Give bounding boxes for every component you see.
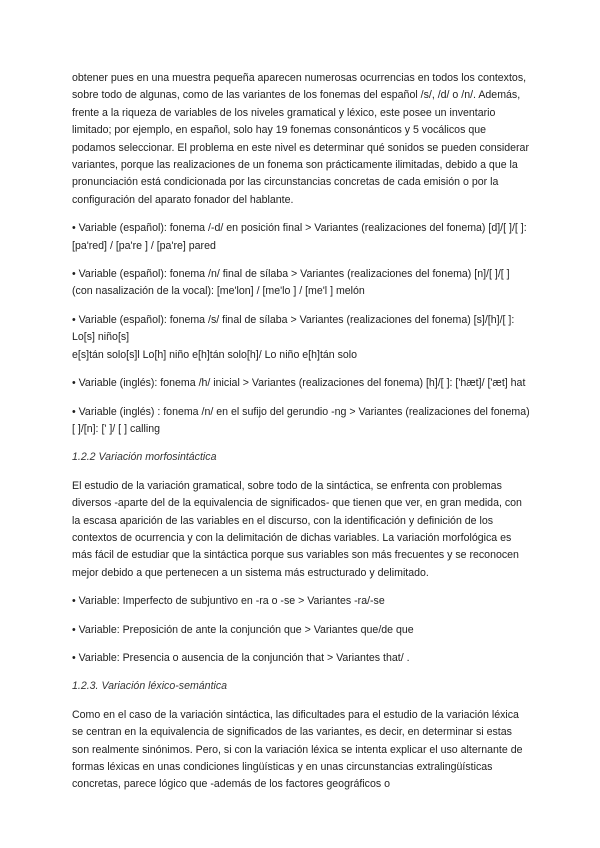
- document-body: [72, 70, 530, 805]
- section-heading-morfosintactica: 1.2.2 Variación morfosintáctica: [72, 451, 217, 464]
- bullet-subjuntivo: • Variable: Imperfecto de subjuntivo en -ra o -se > Variantes -ra/-se: [72, 595, 385, 608]
- bullet-variable-d: • Variable (español): fonema /-d/ en posición final > Variantes (realizaciones del fonema) [d]/[ ]/[ ]: [pa'red] / [pa're ] / [pa're] pared: [72, 222, 527, 252]
- bullet-variable-n: • Variable (español): fonema /n/ final de sílaba > Variantes (realizaciones del fonema) [n]/[ ]/[ ] (con nasalización de la vocal): [me'lon] / [me'lo ] / [me'l ] melón: [72, 268, 510, 298]
- paragraph-intro: obtener pues en una muestra pequeña aparecen numerosas ocurrencias en todos los contextos, sobre todo de algunas, como de las variantes de los fonemas del español /s/, /d/ o /n/. Además, frente a la riqueza de variables de los niveles gramatical y léxico, este posee un inventario limitado; por ejemplo, en español, solo hay 19 fonemas consonánticos y 5 vocálicos que podamos seleccionar. El problema en este nivel es determinar qué sonidos se pueden considerar variantes, porque las realizaciones de un fonema son prácticamente ilimitadas, debido a que la pronunciación está condicionada por las circunstancias concretas de cada emisión o por la configuración del aparato fonador del hablante.: [72, 72, 529, 206]
- bullet-variable-s: [72, 312, 530, 364]
- bullet-variable-h: • Variable (inglés): fonema /h/ inicial > Variantes (realizaciones del fonema) [h]/[ ]: ['hæt]/ ['æt] hat: [72, 377, 526, 390]
- paragraph-lexico-semantica: Como en el caso de la variación sintáctica, las dificultades para el estudio de la variación léxica se centran en la equivalencia de significados de las variantes, es decir, en determinar si estas son realmente sinónimos. Pero, si con la variación léxica se intenta explicar el uso alternante de formas léxicas en unas condiciones lingüísticas y en unas circunstancias extralingüísticas concretas, parece lógico que -además de los factores geográficos o: [72, 708, 523, 791]
- bullet-variable-s-line1: • Variable (español): fonema /s/ final de sílaba > Variantes (realizaciones del fonema) [s]/[h]/[ ]: Lo[s] niño[s]: [72, 313, 515, 344]
- bullet-variable-ng: • Variable (inglés) : fonema /n/ en el sufijo del gerundio -ng > Variantes (realizaciones del fonema) [ ]/[n]: [' ]/ [ ] calling: [72, 405, 530, 435]
- bullet-variable-s-line2: e[s]tán solo[s]l Lo[h] niño e[h]tán solo[h]/ Lo niño e[h]tán solo: [72, 348, 358, 361]
- bullet-preposicion-de: • Variable: Preposición de ante la conjunción que > Variantes que/de que: [72, 623, 414, 636]
- section-heading-lexico-semantica: 1.2.3. Variación léxico-semántica: [72, 680, 228, 693]
- bullet-conjuncion-that: • Variable: Presencia o ausencia de la conjunción that > Variantes that/ .: [72, 651, 410, 664]
- paragraph-morfosintactica: El estudio de la variación gramatical, sobre todo de la sintáctica, se enfrenta con problemas diversos -aparte del de la equivalencia de significados- que tienen que ver, en gran medida, con la escasa aparición de las variables en el discurso, con la identificación y definición de los contextos de ocurrencia y con la delimitación de dichas variables. La variación morfológica es más fácil de estudiar que la sintáctica porque sus variables son más frecuentes y se reconocen mejor debido a que pertenecen a un sistema más estructurado y delimitado.: [72, 479, 522, 579]
